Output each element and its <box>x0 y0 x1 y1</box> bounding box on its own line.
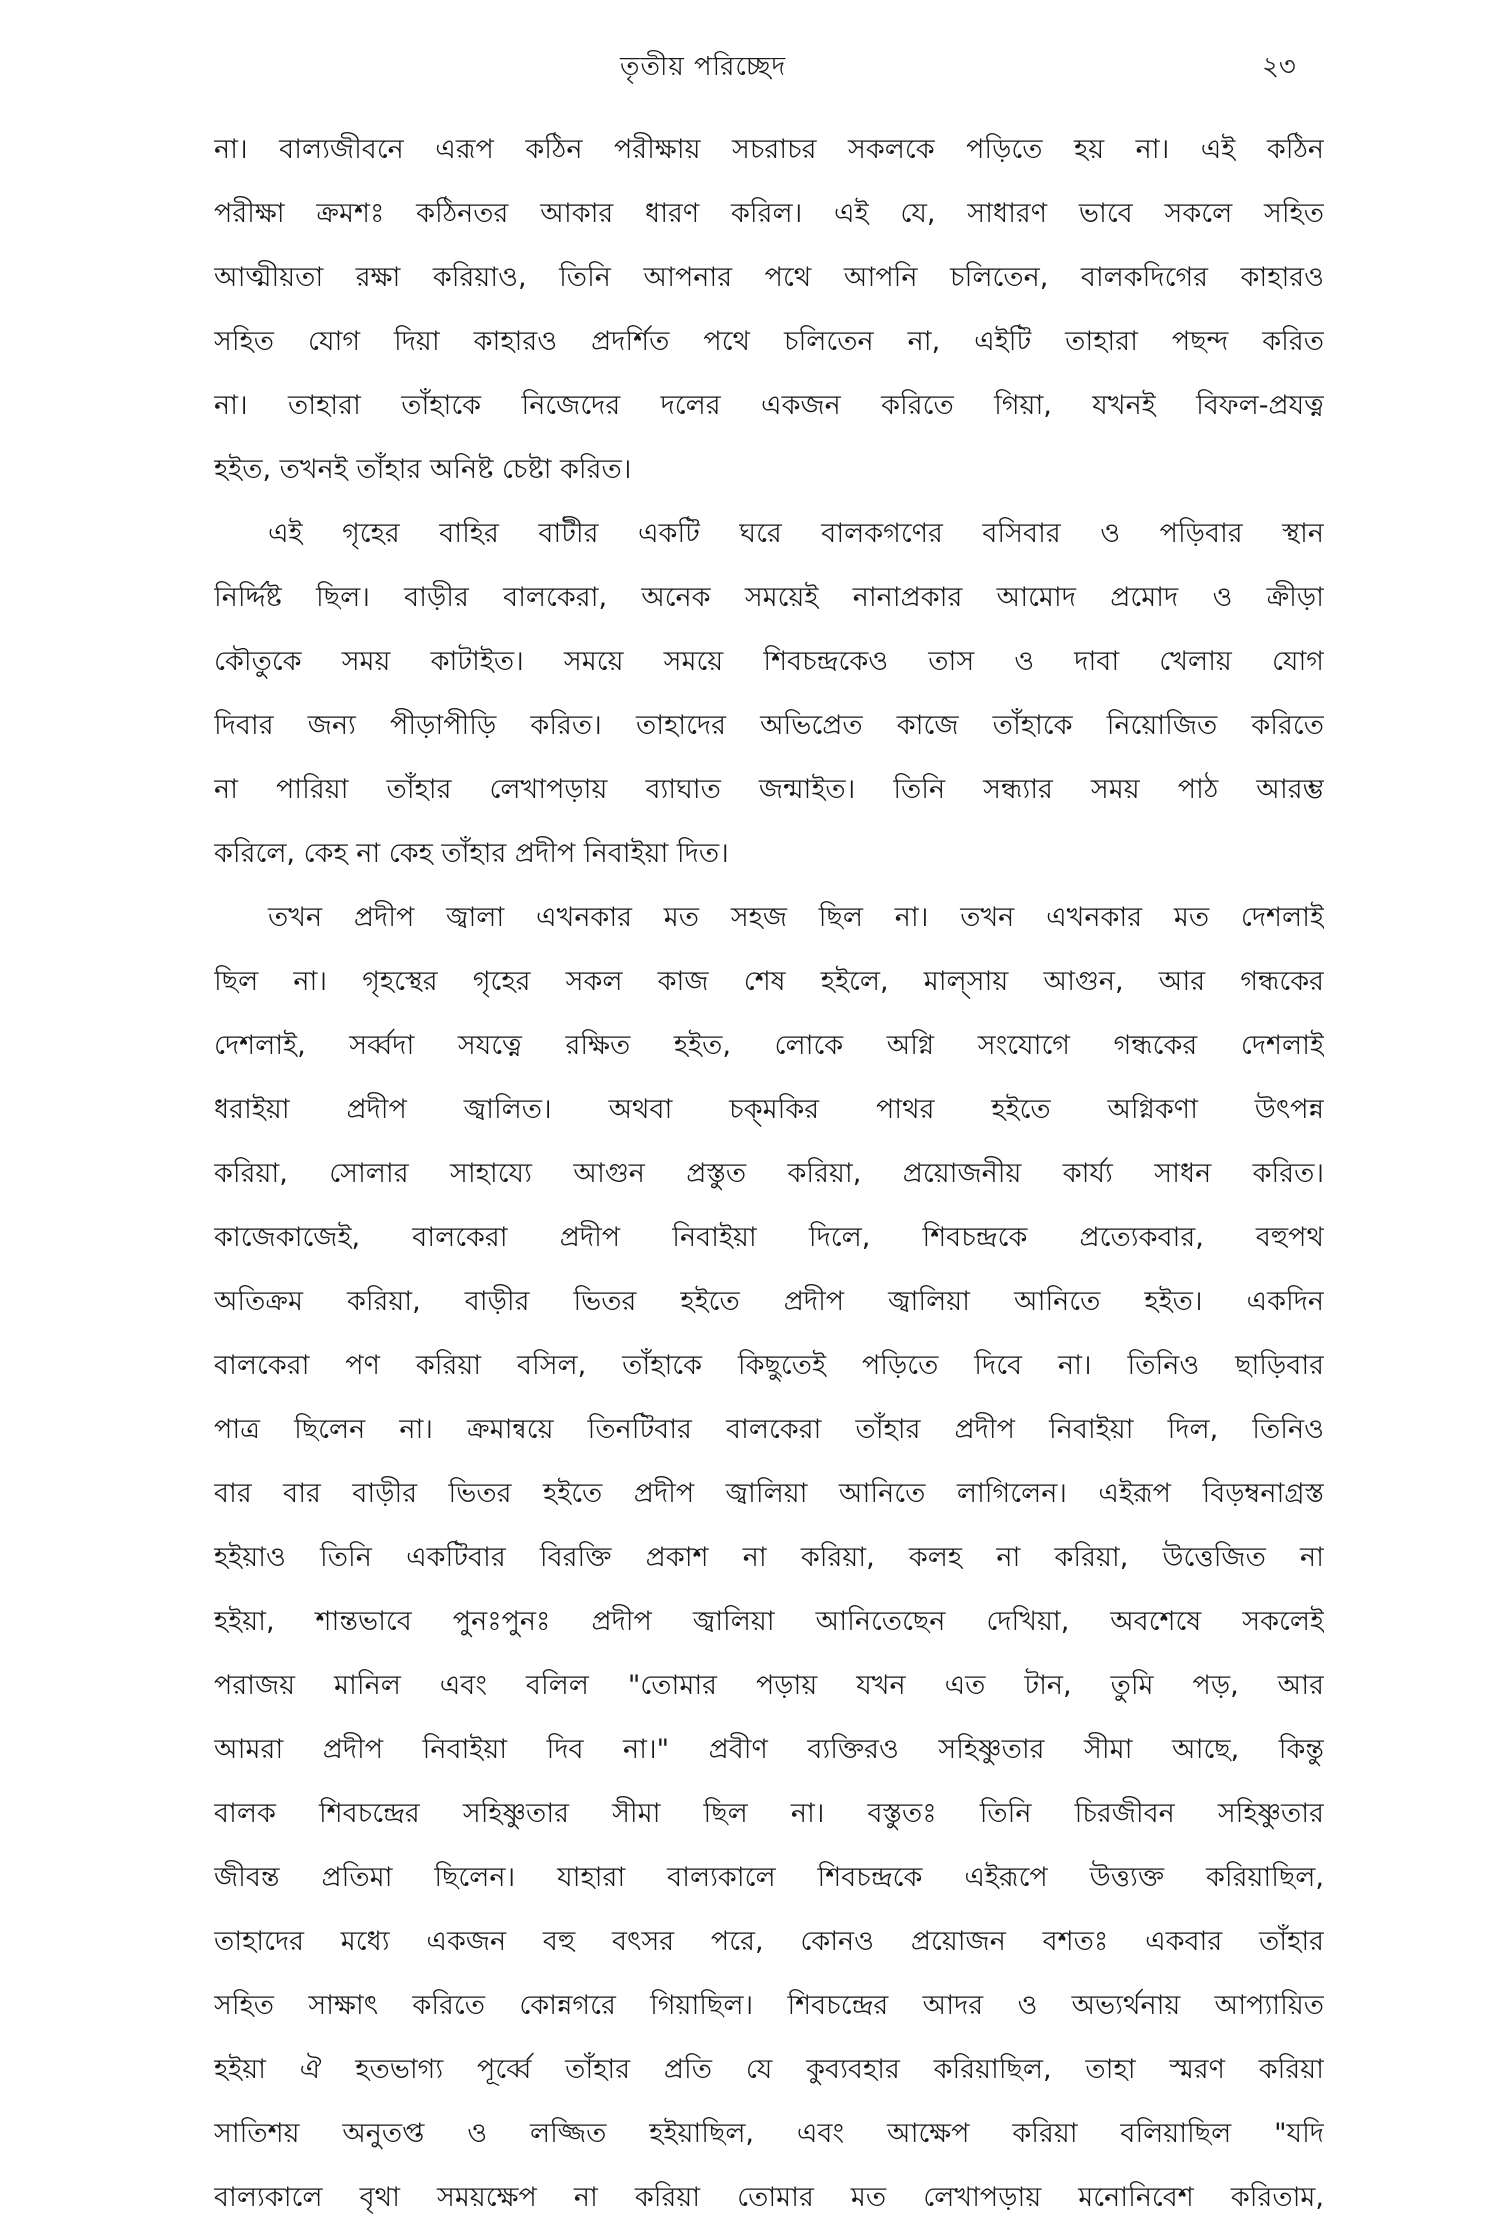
text-line: হইয়া, শান্তভাবে পুনঃপুনঃ প্রদীপ জ্বালিয়া আনিতেছেন দেখিয়া, অবশেষে সকলেই <box>214 1606 1324 1637</box>
text-line: বালক শিবচন্দ্রের সহিষ্ণুতার সীমা ছিল না। বস্তুতঃ তিনি চিরজীবন সহিষ্ণুতার <box>214 1798 1324 1829</box>
text-line: ধরাইয়া প্রদীপ জ্বালিত। অথবা চক্‌মকির পাথর হইতে অগ্নিকণা উৎপন্ন <box>214 1094 1324 1125</box>
text-line: সহিত সাক্ষাৎ করিতে কোন্নগরে গিয়াছিল। শিবচন্দ্রের আদর ও অভ্যর্থনায় আপ্যায়িত <box>214 1990 1324 2021</box>
text-line: পরাজয় মানিল এবং বলিল "তোমার পড়ায় যখন এত টান, তুমি পড়, আর <box>214 1670 1324 1701</box>
text-line: আমরা প্রদীপ নিবাইয়া দিব না।" প্রবীণ ব্যক্তিরও সহিষ্ণুতার সীমা আছে, কিন্তু <box>214 1734 1324 1765</box>
text-line: পাত্র ছিলেন না। ক্রমান্বয়ে তিনটিবার বালকেরা তাঁহার প্রদীপ নিবাইয়া দিল, তিনিও <box>214 1414 1324 1445</box>
text-line: তাহাদের মধ্যে একজন বহু বৎসর পরে, কোনও প্রয়োজন বশতঃ একবার তাঁহার <box>214 1926 1324 1957</box>
text-line: হইত, তখনই তাঁহার অনিষ্ট চেষ্টা করিত। <box>214 454 632 485</box>
text-line: বার বার বাড়ীর ভিতর হইতে প্রদীপ জ্বালিয়া আনিতে লাগিলেন। এইরূপ বিড়ম্বনাগ্রস্ত <box>214 1478 1324 1509</box>
text-line: পরীক্ষা ক্রমশঃ কঠিনতর আকার ধারণ করিল। এই যে, সাধারণ ভাবে সকলে সহিত <box>214 198 1324 229</box>
text-line: বাল্যকালে বৃথা সময়ক্ষেপ না করিয়া তোমার মত লেখাপড়ায় মনোনিবেশ করিতাম, <box>214 2182 1324 2213</box>
text-line: না। তাহারা তাঁহাকে নিজেদের দলের একজন করিতে গিয়া, যখনই বিফল-প্রযত্ন <box>214 390 1324 421</box>
text-line: সাতিশয় অনুতপ্ত ও লজ্জিত হইয়াছিল, এবং আক্ষেপ করিয়া বলিয়াছিল "যদি <box>214 2118 1324 2149</box>
chapter-title: তৃতীয় পরিচ্ছেদ <box>620 52 787 82</box>
text-line: হইয়া ঐ হতভাগ্য পূর্ব্বে তাঁহার প্রতি যে কুব্যবহার করিয়াছিল, তাহা স্মরণ করিয়া <box>214 2054 1324 2085</box>
text-line: করিলে, কেহ না কেহ তাঁহার প্রদীপ নিবাইয়া দিত। <box>214 838 729 869</box>
paragraph-start-line: এই গৃহের বাহির বাটীর একটি ঘরে বালকগণের বসিবার ও পড়িবার স্থান <box>268 518 1324 549</box>
text-line: কাজেকাজেই, বালকেরা প্রদীপ নিবাইয়া দিলে, শিবচন্দ্রকে প্রত্যেকবার, বহুপথ <box>214 1222 1324 1253</box>
text-line: ছিল না। গৃহস্থের গৃহের সকল কাজ শেষ হইলে, মাল্সায় আগুন, আর গন্ধকের <box>214 966 1324 997</box>
text-line: দেশলাই, সর্ব্বদা সযত্নে রক্ষিত হইত, লোকে অগ্নি সংযোগে গন্ধকের দেশলাই <box>214 1030 1324 1061</box>
body-text <box>214 118 1324 2230</box>
text-line: আত্মীয়তা রক্ষা করিয়াও, তিনি আপনার পথে আপনি চলিতেন, বালকদিগের কাহারও <box>214 262 1324 293</box>
text-line: না। বাল্যজীবনে এরূপ কঠিন পরীক্ষায় সচরাচর সকলকে পড়িতে হয় না। এই কঠিন <box>214 134 1324 165</box>
text-line: হইয়াও তিনি একটিবার বিরক্তি প্রকাশ না করিয়া, কলহ না করিয়া, উত্তেজিত না <box>214 1542 1324 1573</box>
text-line: সহিত যোগ দিয়া কাহারও প্রদর্শিত পথে চলিতেন না, এইটি তাহারা পছন্দ করিত <box>214 326 1324 357</box>
text-line: কৌতুকে সময় কাটাইত। সময়ে সময়ে শিবচন্দ্রকেও তাস ও দাবা খেলায় যোগ <box>214 646 1324 677</box>
page-number: ২৩ <box>1262 52 1296 82</box>
running-head <box>0 46 1500 86</box>
text-line: দিবার জন্য পীড়াপীড়ি করিত। তাহাদের অভিপ্রেত কাজে তাঁহাকে নিয়োজিত করিতে <box>214 710 1324 741</box>
text-line: নির্দ্দিষ্ট ছিল। বাড়ীর বালকেরা, অনেক সময়েই নানাপ্রকার আমোদ প্রমোদ ও ক্রীড়া <box>214 582 1324 613</box>
text-line: অতিক্রম করিয়া, বাড়ীর ভিতর হইতে প্রদীপ জ্বালিয়া আনিতে হইত। একদিন <box>214 1286 1324 1317</box>
paragraph-start-line: তখন প্রদীপ জ্বালা এখনকার মত সহজ ছিল না। তখন এখনকার মত দেশলাই <box>268 902 1324 933</box>
text-line: না পারিয়া তাঁহার লেখাপড়ায় ব্যাঘাত জন্মাইত। তিনি সন্ধ্যার সময় পাঠ আরম্ভ <box>214 774 1324 805</box>
text-line: করিয়া, সোলার সাহায্যে আগুন প্রস্তুত করিয়া, প্রয়োজনীয় কার্য্য সাধন করিত। <box>214 1158 1324 1189</box>
text-line: বালকেরা পণ করিয়া বসিল, তাঁহাকে কিছুতেই পড়িতে দিবে না। তিনিও ছাড়িবার <box>214 1350 1324 1381</box>
text-line: জীবন্ত প্রতিমা ছিলেন। যাহারা বাল্যকালে শিবচন্দ্রকে এইরূপে উত্ত্যক্ত করিয়াছিল, <box>214 1862 1324 1893</box>
